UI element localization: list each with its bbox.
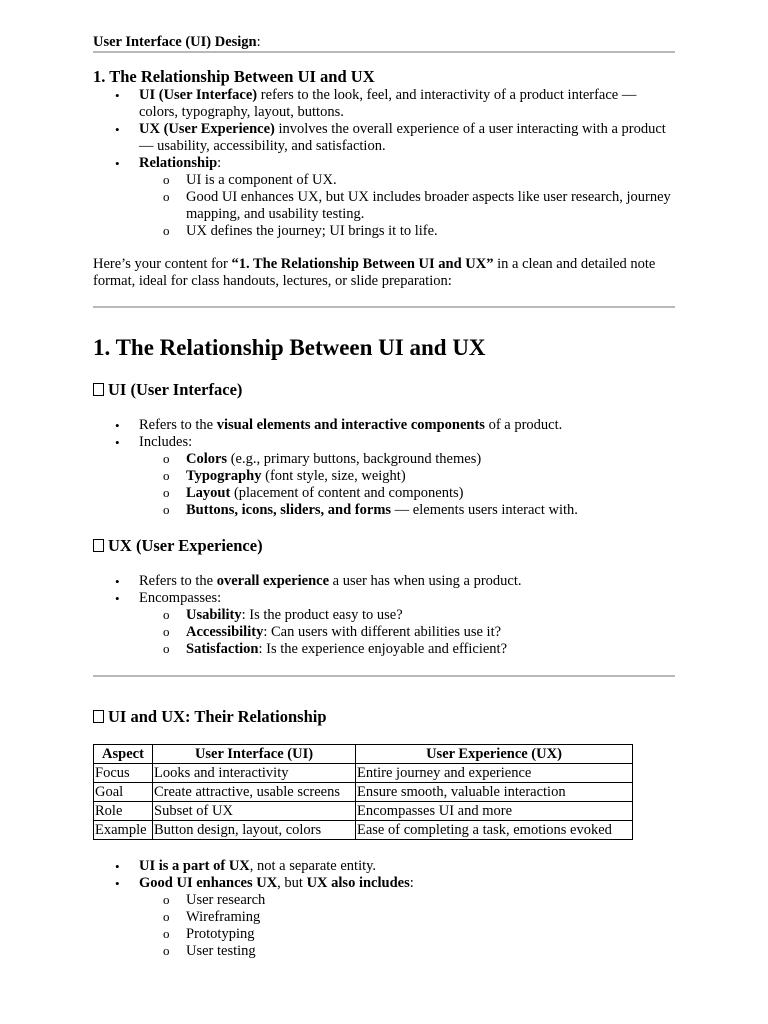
bullet-bold: Relationship bbox=[139, 155, 218, 171]
table-header: Aspect bbox=[94, 745, 153, 764]
bullet-bold: Good UI enhances UX bbox=[139, 875, 278, 891]
sub-list-item: o User testing bbox=[93, 943, 675, 960]
sub-list-item bbox=[93, 502, 675, 519]
ui-bullets bbox=[93, 417, 675, 519]
table-row bbox=[94, 783, 633, 802]
section-heading: 1. The Relationship Between UI and UX bbox=[93, 67, 375, 86]
table-cell: Ease of completing a task, emotions evoked bbox=[356, 821, 633, 840]
table-cell: Entire journey and experience bbox=[356, 764, 633, 783]
main-heading: 1. The Relationship Between UI and UX bbox=[93, 335, 486, 360]
sub-list-item bbox=[93, 451, 675, 468]
table-cell: Encompasses UI and more bbox=[356, 802, 633, 821]
bullet-text: Refers to the bbox=[139, 573, 217, 589]
table-row bbox=[94, 802, 633, 821]
intro-text: Here’s your content for bbox=[93, 256, 232, 272]
bullet-bold: UX (User Experience) bbox=[139, 121, 275, 137]
bullet-text: Refers to the bbox=[139, 417, 217, 433]
sub-list-item: o Good UI enhances UX, but UX includes broader aspects like user research, journey mapping, and usability testing. bbox=[93, 189, 675, 223]
checkbox-icon bbox=[93, 710, 104, 723]
document-header bbox=[93, 34, 261, 51]
divider bbox=[93, 51, 675, 53]
table-cell: Ensure smooth, valuable interaction bbox=[356, 783, 633, 802]
intro-bold: “1. The Relationship Between UI and UX” bbox=[231, 256, 494, 272]
list-item bbox=[93, 155, 675, 172]
item-bold: Layout bbox=[186, 485, 231, 501]
table-cell: Create attractive, usable screens bbox=[153, 783, 356, 802]
intro-text-end: in a clean and detailed note format, ideal for class handouts, lectures, or slide preparation: bbox=[93, 256, 656, 289]
item-text: (placement of content and components) bbox=[230, 485, 464, 501]
sub-list-item bbox=[93, 468, 675, 485]
checkbox-icon bbox=[93, 539, 104, 552]
item-text: — elements users interact with. bbox=[391, 502, 578, 518]
bullet-text-end: a user has when using a product. bbox=[329, 573, 522, 589]
table-cell: Button design, layout, colors bbox=[153, 821, 356, 840]
list-item bbox=[93, 875, 675, 892]
ux-heading bbox=[93, 537, 263, 554]
bullet-text: refers to the look, feel, and interactivity of a product interface — colors, typography, layout, buttons. bbox=[139, 87, 637, 120]
table-cell: Role bbox=[94, 802, 153, 821]
ui-heading bbox=[93, 381, 242, 398]
table-header: User Experience (UX) bbox=[356, 745, 633, 764]
bullet-text: , not a separate entity. bbox=[249, 858, 377, 874]
sub-list-item: o Prototyping bbox=[93, 926, 675, 943]
divider bbox=[93, 675, 675, 677]
bullet-text-end: : bbox=[409, 875, 414, 891]
item-bold: Typography bbox=[186, 468, 262, 484]
intro-paragraph bbox=[93, 256, 675, 290]
ux-heading-text: UX (User Experience) bbox=[108, 536, 263, 555]
list-item: • Encompasses: bbox=[93, 590, 675, 607]
sub-list-item bbox=[93, 641, 675, 658]
table-cell: Subset of UX bbox=[153, 802, 356, 821]
table-header: User Interface (UI) bbox=[153, 745, 356, 764]
relationship-heading bbox=[93, 708, 327, 725]
table-row bbox=[94, 821, 633, 840]
checkbox-icon bbox=[93, 383, 104, 396]
list-item bbox=[93, 417, 675, 434]
bullet-text: , but bbox=[277, 875, 307, 891]
table-cell: Looks and interactivity bbox=[153, 764, 356, 783]
sub-list-item: o Wireframing bbox=[93, 909, 675, 926]
item-text: : Can users with different abilities use it? bbox=[263, 624, 502, 640]
ui-heading-text: UI (User Interface) bbox=[108, 380, 243, 399]
list-item bbox=[93, 121, 675, 155]
sub-list-item: o UI is a component of UX. bbox=[93, 172, 675, 189]
relationship-bullets bbox=[93, 858, 675, 960]
bullet-bold: visual elements and interactive components bbox=[216, 417, 485, 433]
item-text: : Is the experience enjoyable and efficient? bbox=[258, 641, 508, 657]
table-cell: Example bbox=[94, 821, 153, 840]
table-cell: Focus bbox=[94, 764, 153, 783]
item-text: (font style, size, weight) bbox=[261, 468, 406, 484]
bullet-text: involves the overall experience of a user interacting with a product — usability, accessibility, and satisfaction. bbox=[139, 121, 666, 154]
item-text: : Is the product easy to use? bbox=[241, 607, 403, 623]
list-item bbox=[93, 573, 675, 590]
sub-list-item: o UX defines the journey; UI brings it to life. bbox=[93, 223, 675, 240]
section1-bullets bbox=[93, 87, 675, 240]
divider bbox=[93, 306, 675, 308]
item-text: (e.g., primary buttons, background themes) bbox=[227, 451, 482, 467]
relationship-heading-text: UI and UX: Their Relationship bbox=[108, 707, 327, 726]
sub-list-item bbox=[93, 607, 675, 624]
sub-list-item bbox=[93, 624, 675, 641]
item-bold: Accessibility bbox=[186, 624, 264, 640]
table-cell: Goal bbox=[94, 783, 153, 802]
header-colon: : bbox=[256, 34, 261, 50]
bullet-bold: UI is a part of UX bbox=[139, 858, 250, 874]
bullet-text-end: of a product. bbox=[484, 417, 563, 433]
item-bold: Buttons, icons, sliders, and forms bbox=[186, 502, 392, 518]
bullet-bold: UI (User Interface) bbox=[139, 87, 258, 103]
bullet-bold: overall experience bbox=[216, 573, 330, 589]
bullet-text: : bbox=[217, 155, 222, 171]
item-bold: Colors bbox=[186, 451, 228, 467]
item-bold: Usability bbox=[186, 607, 242, 623]
table-header-row bbox=[94, 745, 633, 764]
sub-list-item bbox=[93, 485, 675, 502]
list-item bbox=[93, 87, 675, 121]
comparison-table bbox=[93, 744, 633, 840]
item-bold: Satisfaction bbox=[186, 641, 259, 657]
list-item: • Includes: bbox=[93, 434, 675, 451]
header-title: User Interface (UI) Design bbox=[93, 34, 257, 50]
bullet-bold: UX also includes bbox=[306, 875, 410, 891]
list-item bbox=[93, 858, 675, 875]
table-row bbox=[94, 764, 633, 783]
ux-bullets bbox=[93, 573, 675, 658]
sub-list-item: o User research bbox=[93, 892, 675, 909]
